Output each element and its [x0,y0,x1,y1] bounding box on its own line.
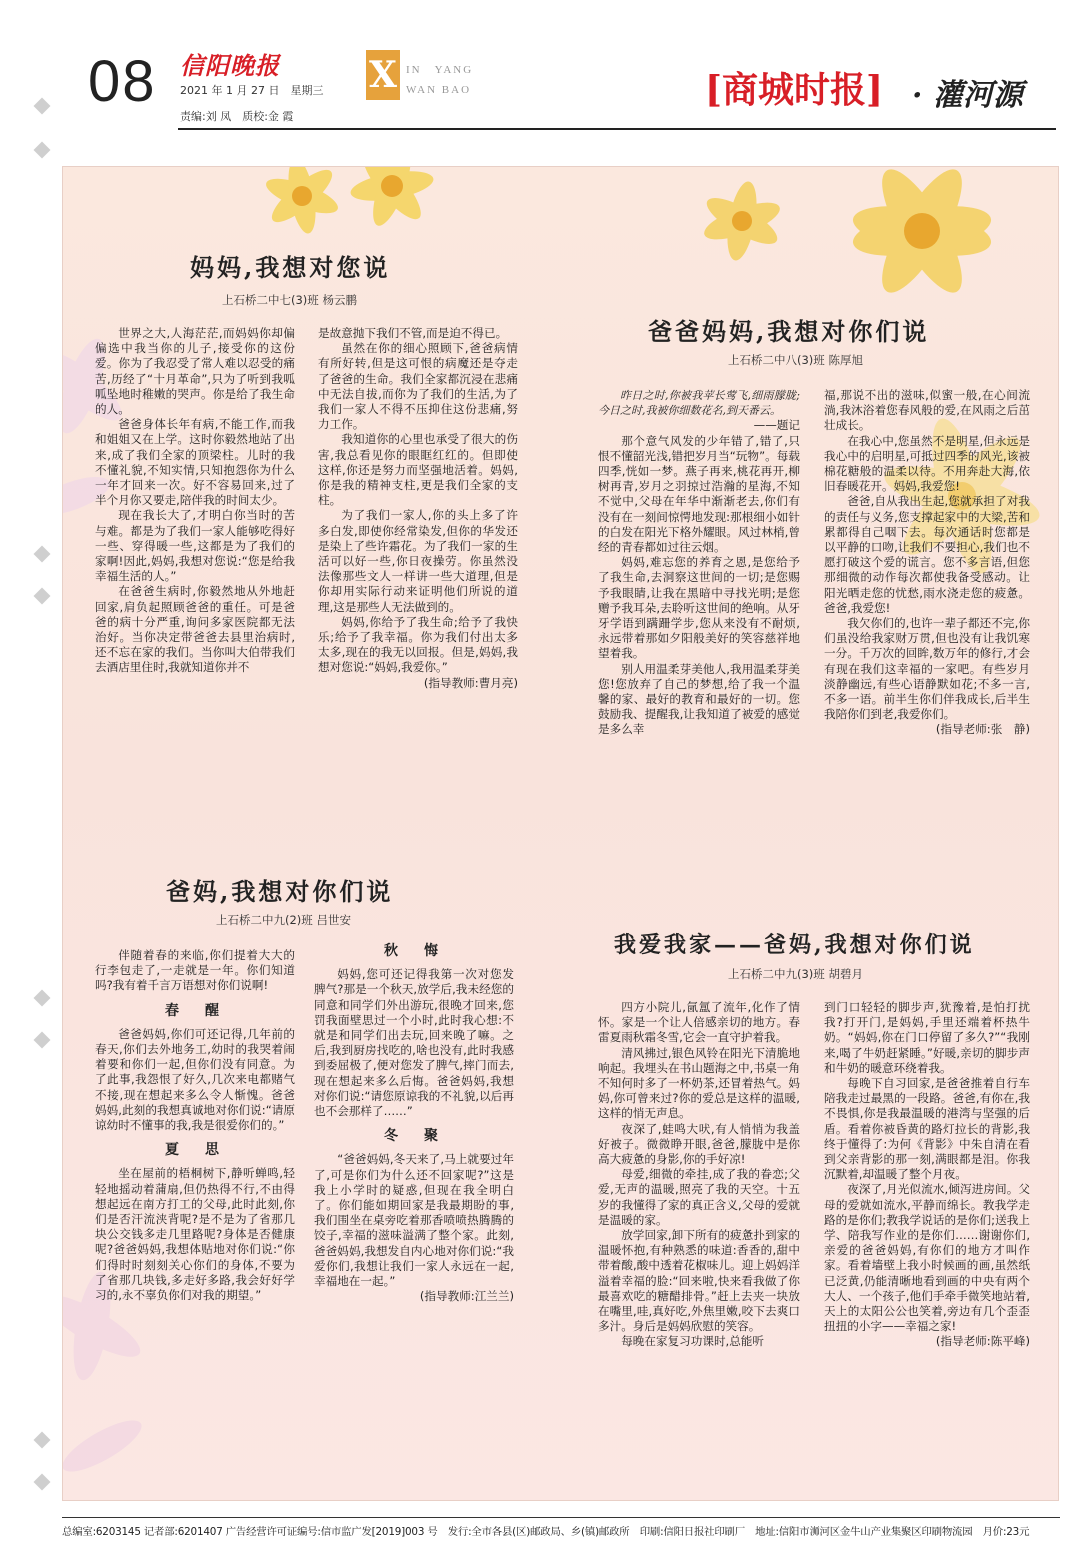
teacher-credit: (指导老师:张 静) [935,722,1030,737]
pinyin-line-2: WAN BAO [406,84,472,96]
paragraph: 爸爸妈妈,你们可还记得,几年前的春天,你们去外地务工,幼时的我哭着闹着要和你们一起,但你们没有同意。为了此事,我怨恨了好久,几次来电都赌气不接,现在想起来多么令人惭愧。爸爸妈妈,此刻的我想真诚地对你们说:“请原谅幼时不懂事的我,我是很爱你们的。” [95,1026,295,1133]
footer-info: 总编室:6203145 记者部:6201407 广告经营许可证编号:信市监广发[2019]003 号 发行:全市各县(区)邮政局、乡(镇)邮政所 印刷:信阳日报社印刷厂 地址:信阳市浉河区金牛山产业集聚区印刷物流园 月价:23元 [62,1526,1030,1538]
teacher-credit: (指导老师:陈平峰) [935,1334,1030,1349]
logo-x-mark: X [366,50,400,100]
paragraph: “爸爸妈妈,冬天来了,马上就要过年了,可是你们为什么还不回家呢?”这是我上小学时的疑惑,但现在我全明白了。你们能如期回家是我最期盼的事,我们围坐在桌旁吃着那香喷喷热腾腾的饺子,幸福的滋味溢满了整个家。此刻,爸爸妈妈,我想发自内心地对你们说:“我爱你们,我想让我们一家人永远在一起,幸福地在一起。” [314,1152,514,1289]
article-1-column-1 [95,326,295,676]
article-3-column-2 [314,944,514,1304]
paragraph: 四方小院儿,氤氲了流年,化作了情怀。家是一个让人倍感亲切的地方。春雷夏雨秋霜冬雪,它会一直守护着我。 [598,1000,800,1045]
issue-date: 2021 年 1 月 27 日 星期三 [180,84,324,97]
epigraph: 昨日之时,你被我苹长莺飞,细雨朦胧;今日之时,我被你细数花名,到天番云。 [598,389,800,418]
side-diamond [34,990,51,1007]
article-1-byline: 上石桥二中七(3)班 杨云鹏 [222,293,357,307]
teacher-credit: (指导教师:曹月亮) [423,675,518,690]
paragraph: 放学回家,卸下所有的疲惫扑到家的温暖怀抱,有种熟悉的味道:香香的,甜中带着酸,酸中透着花椒味儿。迎上妈妈洋溢着幸福的脸:“回来啦,快来看我做了你最喜欢吃的糖醋排骨。”赶上去夹一块放在嘴里,哇,真好吃,外焦里嫩,咬下去爽口多汁。身后是妈妈欣慰的笑容。 [598,1228,800,1334]
paragraph: 清风拂过,银色风铃在阳光下清脆地响起。我埋头在书山题海之中,书桌一角不知何时多了一杯奶茶,还冒着热气。妈妈,你可曾来过?你的爱总是这样的温暖,这样的悄无声息。 [598,1045,800,1121]
article-4-title: 我爱我家——爸妈,我想对你们说 [614,932,975,958]
paragraph: 每晚在家复习功课时,总能听 [621,1334,764,1349]
subheading-autumn: 秋 悔 [384,943,444,959]
flower-decoration [622,166,1042,381]
paragraph: 爸爸身体长年有病,不能工作,而我和姐姐又在上学。这时你毅然地站了出来,成了我们全家的顶梁柱。儿时的我不懂礼貌,不知实情,只知抱怨你为什么一年才回来一次。好不容易回来,过了半个月你又要走,陪伴我的时间太少。 [95,417,295,508]
section-subtitle: · 灌河源 [912,78,1023,113]
pinyin-logo [406,60,473,100]
subheading-spring: 春 醒 [165,1002,225,1019]
paragraph: 是故意抛下我们不管,而是迫不得已。 [318,326,508,340]
paragraph: 那个意气风发的少年错了,错了,只恨不懂韶光浅,错把岁月当“玩物”。每载四季,恍如一梦。燕子再来,桃花再开,柳树再青,岁月之羽掠过浩瀚的星海,不知不觉中,父母在年华中渐渐老去,你们有没有在一刻间惊愕地发现:那根细小如针的白发在阳光下格外耀眼。风过林梢,曾经的青春都如过往云烟。 [598,433,800,555]
side-diamond [34,546,51,563]
paper-logo: 信阳晚报 [180,51,280,80]
article-3-title: 爸妈,我想对你们说 [166,877,394,906]
masthead-rule [178,128,1056,130]
paragraph: 夜深了,蛙鸣大吠,有人悄悄为我盖好被子。微微睁开眼,爸爸,朦胧中是你高大疲惫的身影,你的手好凉! [598,1121,800,1167]
paragraph: 伴随着春的来临,你们提着大大的行李包走了,一走就是一年。你们知道吗?我有着千言万语想对你们说啊! [95,948,295,993]
article-1-column-2 [318,326,518,691]
paragraph: 妈妈,你给予了我生命;给予了我快乐;给予了我幸福。你为我们付出太多太多,现在的我无以回报。但是,妈妈,我想对您说:“妈妈,我爱你。” [318,614,518,675]
side-diamond [34,98,51,115]
paragraph: 坐在屋前的梧桐树下,静听蝉鸣,轻轻地摇动着蒲扇,但仍热得不行,不由得想起远在南方打工的父母,此时此刻,你们是否汗流浃背呢?是不是为了省那几块公交钱多走几里路呢?身体是否健康呢?爸爸妈妈,我想体贴地对你们说:“你们得时时刻刻关心你们的身体,不要为了省那几块钱,多走好多路,我会好好学习的,永不辜负你们对我的期望。” [95,1166,295,1303]
paragraph: 世界之大,人海茫茫,而妈妈你却偏偏选中我当你的儿子,接受你的这份爱。你为了我忍受了常人难以忍受的痛苦,历经了“十月革命”,只为了听到我呱呱坠地时稚嫩的哭声。你是给了我生命的人。 [95,326,295,417]
paragraph: 到门口轻轻的脚步声,犹豫着,是怕打扰我?打开门,是妈妈,手里还端着杯热牛奶。“妈妈,你在门口停留了多久?”“我刚来,喝了牛奶赶紧睡。”好暖,亲切的脚步声和牛奶的暖意环绕着我。 [824,1000,1030,1075]
paragraph: 福,那说不出的滋味,似蜜一般,在心间流淌,我沐浴着您春风般的爱,在风雨之后茁壮成长。 [824,388,1030,433]
paragraph: 妈妈,您可还记得我第一次对您发脾气?那是一个秋天,放学后,我未经您的同意和同学们外出游玩,很晚才回来,您罚我面壁思过一个小时,此时我心想:不就是和同学们出去玩,回来晚了嘛。之后,我到厨房找吃的,啥也没有,此时我感到委屈极了,便对您发了脾气,摔门而去,现在想起来多么后悔。爸爸妈妈,我想对你们说:“请您原谅我的不礼貌,以后再也不会那样了……” [314,967,514,1119]
side-diamond [34,1474,51,1491]
paragraph: 我欠你们的,也许一辈子都还不完,你们虽没给我家财万贯,但也没有让我饥寒一分。千万次的回眸,数万年的修行,才会有现在我们这幸福的一家吧。有些岁月淡静幽远,有些心语静默如花;不多一言,不多一语。前半生你们伴我成长,后半生我陪你们到老,我爱你们。 [824,616,1030,722]
paragraph: 为了我们一家人,你的头上多了许多白发,即使你经常染发,但你的华发还是染上了些许霜花。为了我们一家的生活可以好一些,你日夜操劳。你虽然没法像那些文人一样讲一些大道理,但是你却用实际行动来证明他们所说的道理,这是那些人无法做到的。 [318,508,518,614]
section-title: [商城时报] [705,69,884,111]
article-4-byline: 上石桥二中九(3)班 胡碧月 [728,967,863,981]
paragraph: 每晚下自习回家,是爸爸推着自行车陪我走过最黑的一段路。爸爸,有你在,我不畏惧,你是我最温暖的港湾与坚强的后盾。看着你被昏黄的路灯拉长的背影,我终于懂得了:为何《背影》中朱自清在看到父亲背影的那一刻,满眼都是泪。你我沉默着,却温暖了整个月夜。 [824,1076,1030,1182]
article-2-title: 爸爸妈妈,我想对你们说 [648,317,930,346]
paragraph: 爸爸,自从我出生起,您就承担了对我的责任与义务,您支撑起家中的大梁,苦和累都得自己咽下去。每次通话时您都是以平静的口吻,让我们不要担心,我们也不愿打破这个爱的谎言。您不多言语,但您那细微的动作每次都使我备受感动。让阳光晒走您的忧愁,雨水浇走您的疲惫。爸爸,我爱您! [824,494,1030,615]
subheading-summer: 夏 思 [165,1142,225,1159]
article-1-title: 妈妈,我想对您说 [190,253,391,282]
paragraph: 妈妈,难忘您的养育之恩,是您给予了我生命,去洞察这世间的一切;是您赐予我眼睛,让我在黑暗中寻找光明;是您赠予我耳朵,去聆听这世间的绝响。从牙牙学语到蹒跚学步,您从来没有不耐烦,永远带着那如夕阳般美好的笑容慈祥地望着我。 [598,555,800,661]
paragraph: 母爱,细微的牵挂,成了我的眷恋;父爱,无声的温暖,照亮了我的天空。十五岁的我懂得了家的真正含义,父母的爱就是温暖的家。 [598,1167,800,1227]
subheading-winter: 冬 聚 [384,1128,444,1145]
editors-line: 责编:刘 凤 质校:金 霞 [180,110,294,123]
side-diamond [34,1032,51,1049]
footer-rule [62,1517,1060,1518]
paragraph: 夜深了,月光似流水,倾泻进房间。父母的爱就如流水,平静而绵长。教我学走路的是你们;教我学说话的是你们;送我上学、陪我写作业的是你们……谢谢你们,亲爱的爸爸妈妈,有你们的地方才叫作家。看着墙壁上我小时候画的画,虽然纸已泛黄,仍能清晰地看到画的中央有两个大人、一个孩子,他们手牵手微笑地站着,天上的太阳公公也笑着,旁边有几个歪歪扭扭的小字——幸福之家! [824,1182,1030,1334]
epigraph-note: ——题记 [753,418,800,433]
page-number: 08 [88,49,157,114]
side-diamond [34,1432,51,1449]
article-2-column-2 [824,388,1030,738]
article-4-column-2 [824,1000,1030,1350]
article-2-column-1 [598,388,800,738]
paragraph: 在我心中,您虽然不是明星,但永远是我心中的启明星,可抵过四季的风光,该被棉花糖般的温柔以待。不用奔赴大海,依旧春暖花开。妈妈,我爱您! [824,433,1030,494]
article-3-column-1 [95,948,295,1303]
article-3-byline: 上石桥二中九(2)班 吕世安 [216,913,351,927]
pinyin-line-1: IN YANG [406,64,474,76]
side-diamond [34,142,51,159]
paragraph: 别人用温柔芽美他人,我用温柔芽美您!您放弃了自己的梦想,给了我一个温馨的家、最好的教育和最好的一切。您鼓励我、提醒我,让我知道了被爱的感觉是多么幸 [598,661,800,737]
paragraph: 在爸爸生病时,你毅然地从外地赶回家,肩负起照顾爸爸的重任。可是爸爸的病十分严重,询问多家医院都无法治好。当你决定带爸爸去县里治病时,还不忘在家的我们。当你叫大伯带我们去酒店里住时,我就知道你并不 [95,584,295,675]
paragraph: 现在我长大了,才明白你当时的苦与难。都是为了我们一家人能够吃得好一些、穿得暖一些,这都是为了我们的家啊!因此,妈妈,我想对您说:“您是给我幸福生活的人。” [95,508,295,584]
teacher-credit: (指导教师:江兰兰) [419,1289,514,1304]
article-2-byline: 上石桥二中八(3)班 陈厚旭 [728,353,863,367]
paragraph: 虽然在你的细心照顾下,爸爸病情有所好转,但是这可恨的病魔还是夺走了爸爸的生命。我们全家都沉浸在悲痛中无法自拔,而你为了我们的生活,为了我们一家人不得不压抑住这份悲痛,努力工作。 [318,341,518,432]
paragraph: 我知道你的心里也承受了很大的伤害,我总看见你的眼眶红红的。但即使这样,你还是努力而坚强地活着。妈妈,你是我的精神支柱,更是我们全家的支柱。 [318,432,518,508]
article-4-column-1 [598,1000,800,1350]
side-diamond [34,588,51,605]
